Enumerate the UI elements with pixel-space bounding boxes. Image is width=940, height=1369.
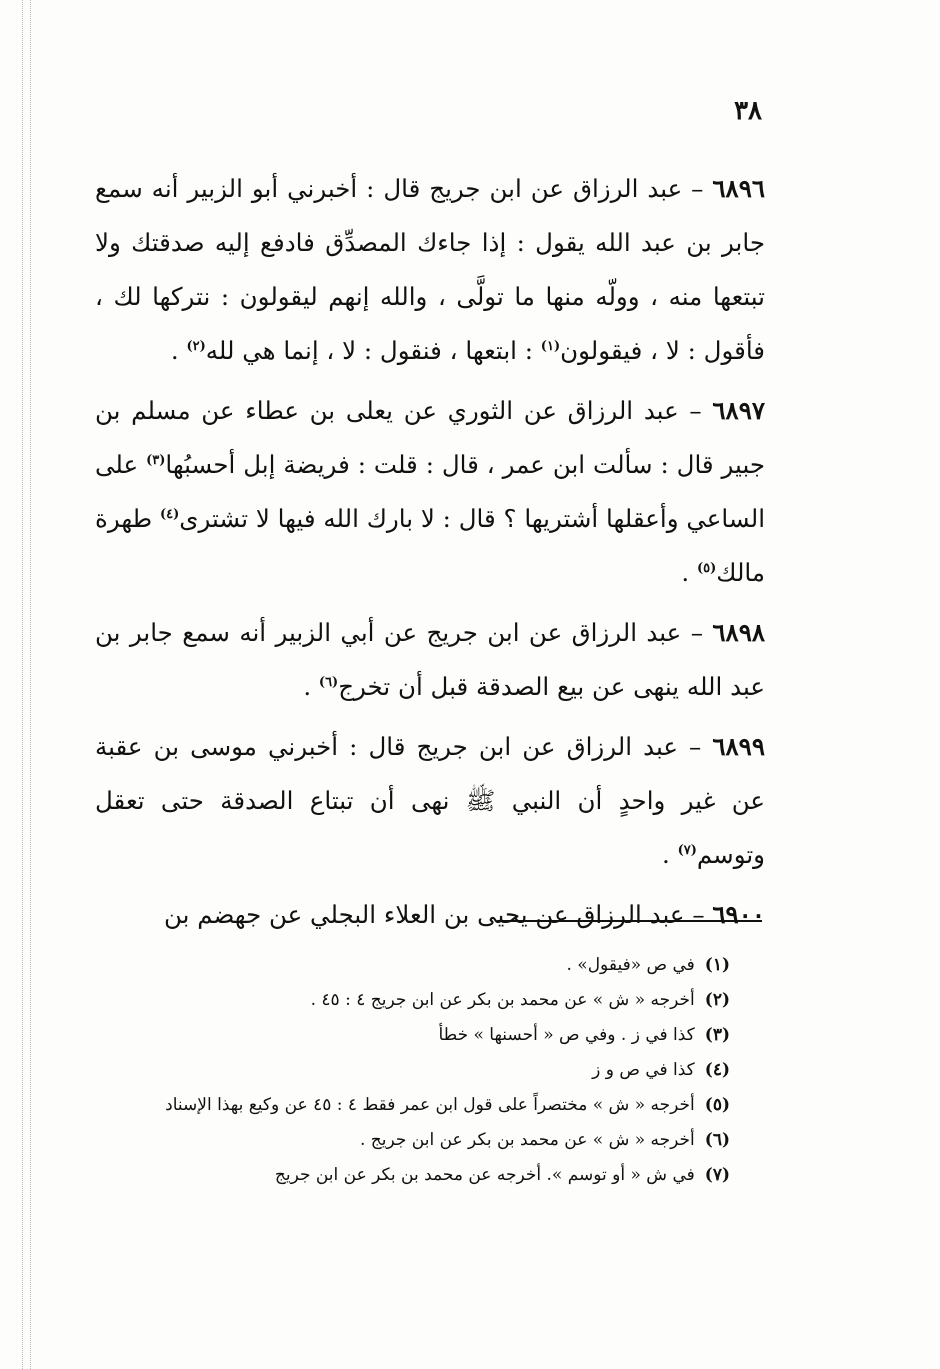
hadith-paragraph [95, 162, 765, 378]
hadith-text: عبد الرزاق عن يحيى بن العلاء البجلي عن جهضم بن [163, 900, 685, 929]
hadith-paragraph [95, 384, 765, 600]
hadith-text: : ابتعها ، فنقول : لا ، إنما هي لله [205, 336, 541, 365]
footnote-number: (٦) [704, 1130, 730, 1150]
footnote-number: (٧) [704, 1165, 730, 1185]
footnote-item [90, 1053, 730, 1088]
hadith-number: ٦٨٩٦ [712, 174, 766, 203]
footnote-text: كذا في ص و ز [592, 1060, 695, 1080]
binding-edge-mark [22, 0, 23, 1369]
hadith-number: ٦٨٩٧ [712, 396, 766, 425]
footnote-item [90, 983, 730, 1018]
hadith-paragraph [95, 606, 765, 714]
footnote-marker: (٣) [146, 452, 166, 468]
hadith-number: ٦٨٩٩ [712, 732, 765, 761]
footnote-text: في ص «فيقول» . [566, 955, 695, 975]
hadith-dash: – [678, 396, 713, 425]
footnote-marker: (٢) [186, 338, 206, 354]
hadith-paragraph [95, 888, 765, 942]
footnote-marker: (١) [540, 338, 561, 354]
hadith-dash: – [681, 618, 713, 647]
footnote-text: في ش « أو توسم ». أخرجه عن محمد بن بكر عن ابن جريج [274, 1165, 695, 1185]
binding-edge-mark [30, 0, 31, 1369]
footnote-separator-rule [497, 920, 762, 922]
hadith-text: . [170, 336, 187, 365]
footnote-text: أخرجه « ش » مختصراً على قول ابن عمر فقط ٤ : ٤٥ عن وكيع بهذا الإسناد [165, 1095, 695, 1115]
footnote-number: (٣) [704, 1025, 730, 1045]
page-number: ٣٨ [734, 96, 762, 126]
hadith-text: . [681, 558, 697, 587]
footnote-item [90, 1018, 730, 1053]
footnote-marker: (٥) [697, 560, 717, 576]
hadith-text-block [95, 162, 765, 948]
hadith-text: . [661, 840, 678, 869]
hadith-text: عبد الرزاق عن الثوري عن يعلى بن عطاء عن مسلم بن جبير قال : سألت ابن عمر ، قال : قلت : فريضة إبل أحسبُها [95, 396, 765, 479]
footnote-number: (١) [704, 955, 730, 975]
footnote-item [90, 1158, 730, 1193]
hadith-text: على الساعي وأعقلها أشتريها ؟ قال : لا بارك الله فيها لا تشترى [95, 450, 765, 533]
hadith-text: عبد الرزاق عن ابن جريج قال : أخبرني موسى بن عقبة عن غير واحدٍ أن النبي ﷺ نهى أن تبتاع الصدقة حتى تعقل وتوسم [95, 732, 765, 869]
footnote-number: (٥) [704, 1095, 730, 1115]
footnote-number: (٤) [704, 1060, 730, 1080]
footnote-text: كذا في ز . وفي ص « أحسنها » خطأ [438, 1025, 695, 1045]
hadith-dash: – [682, 174, 713, 203]
hadith-text: عبد الرزاق عن ابن جريج قال : أخبرني أبو الزبير أنه سمع جابر بن عبد الله يقول : إذا جاءك المصدِّق فادفع إليه صدقتك ولا تبتعها منه ، وولّه منها ما تولَّى ، والله إنهم ليقولون : نتركها لك ، فأقول : لا ، فيقولون [95, 174, 765, 365]
footnote-item [90, 1088, 730, 1123]
hadith-dash: – [684, 900, 713, 929]
footnote-marker: (٤) [159, 506, 180, 522]
footnote-number: (٢) [704, 990, 730, 1010]
hadith-number: ٦٨٩٨ [712, 618, 766, 647]
hadith-number: ٦٩٠٠ [712, 900, 765, 929]
footnotes-block [90, 948, 730, 1193]
hadith-text: . [303, 672, 319, 701]
footnote-item [90, 1123, 730, 1158]
hadith-text: طهرة مالك [95, 504, 765, 587]
hadith-text: عبد الرزاق عن ابن جريج عن أبي الزبير أنه سمع جابر بن عبد الله ينهى عن بيع الصدقة قبل أن تخرج [95, 618, 765, 701]
footnote-marker: (٦) [318, 674, 339, 690]
footnote-text: أخرجه « ش » عن محمد بن بكر عن ابن جريج . [359, 1130, 695, 1150]
footnote-text: أخرجه « ش » عن محمد بن بكر عن ابن جريج ٤ : ٤٥ . [310, 990, 695, 1010]
hadith-paragraph [95, 720, 765, 882]
hadith-dash: – [677, 732, 713, 761]
footnote-marker: (٧) [677, 842, 697, 858]
footnote-item [90, 948, 730, 983]
